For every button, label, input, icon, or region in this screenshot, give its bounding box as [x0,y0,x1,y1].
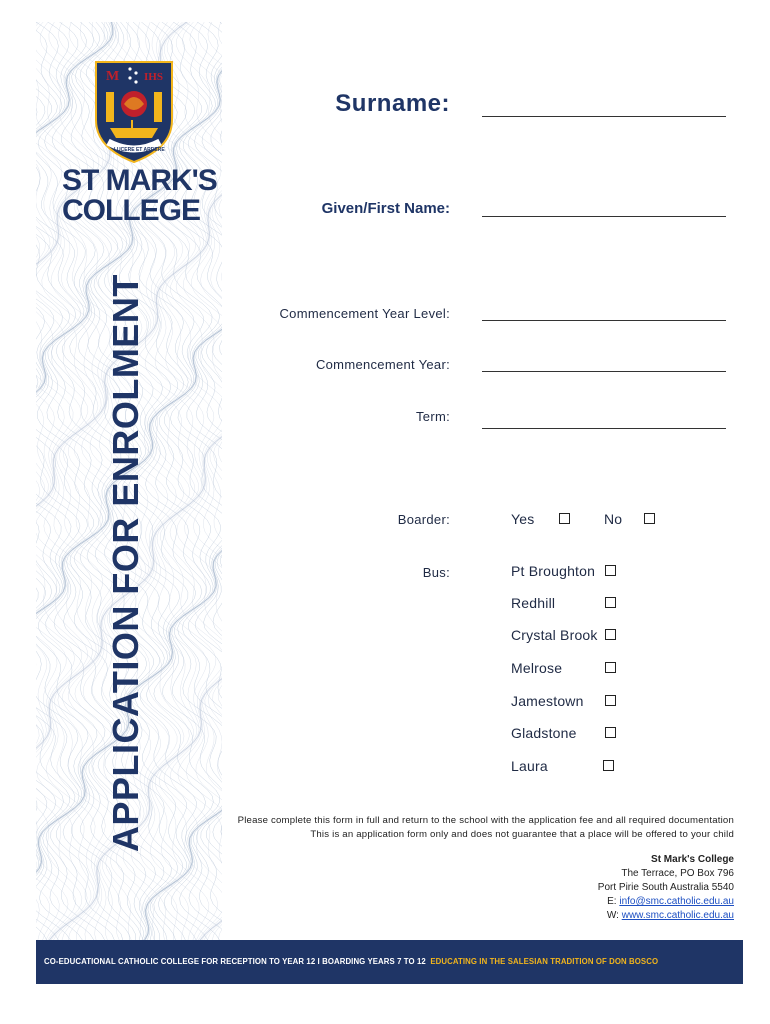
footer-tagline: EDUCATING IN THE SALESIAN TRADITION OF DON BOSCO [430,957,659,966]
web-prefix: W: [606,910,622,921]
footer-main-text: CO-EDUCATIONAL CATHOLIC COLLEGE FOR RECEPTION TO YEAR 12 I BOARDING YEARS 7 TO 12 [44,957,426,966]
bus-option-label: Redhill [511,595,556,611]
page-title: APPLICATION FOR ENROLMENT [105,274,146,852]
bus-option-checkbox[interactable] [605,629,616,640]
commencement-year-label: Commencement Year: [315,357,450,372]
college-city: Port Pirie South Australia 5540 [597,882,734,893]
boarder-no-checkbox[interactable] [644,513,655,524]
bus-label: Bus: [422,565,450,580]
bus-option-checkbox[interactable] [605,662,616,673]
boarder-yes-checkbox[interactable] [559,513,570,524]
college-street: The Terrace, PO Box 796 [621,868,734,879]
bus-option-checkbox[interactable] [605,597,616,608]
bus-option-checkbox[interactable] [603,760,614,771]
footer-banner [36,940,743,984]
email-link[interactable]: info@smc.catholic.edu.au [619,896,734,907]
web-link[interactable]: www.smc.catholic.edu.au [621,910,734,921]
bus-option-label: Melrose [511,660,563,676]
surname-field[interactable] [482,116,726,117]
bus-option-label: Crystal Brook [511,627,598,643]
commencement-year-field[interactable] [482,371,726,372]
bus-option-label: Pt Broughton [511,563,596,579]
college-name: St Mark's College [651,854,734,865]
college-web-row [598,909,734,923]
email-prefix: E: [607,896,620,907]
bus-option-checkbox[interactable] [605,695,616,706]
surname-label: Surname: [335,90,450,117]
instructions-line-2: This is an application form only and does not guarantee that a place will be offered to your child [310,828,734,840]
brand-st-marks: ST MARK'S [62,164,217,197]
boarder-label: Boarder: [397,512,450,527]
crest-letter-m: M [106,69,120,84]
bus-option-checkbox[interactable] [605,565,616,576]
commencement-level-field[interactable] [482,320,726,321]
bus-option-checkbox[interactable] [605,727,616,738]
college-email-row [598,895,734,909]
instructions-note [238,814,734,841]
college-crest-icon [92,58,176,168]
college-address [598,853,734,923]
instructions-line-1: Please complete this form in full and return to the school with the application fee and all required documentation [237,815,734,826]
crest-letters-ihs: IHS [144,71,163,83]
term-field[interactable] [482,428,726,429]
term-label: Term: [416,409,450,424]
boarder-no-label: No [604,511,623,527]
commencement-level-label: Commencement Year Level: [279,306,450,321]
crest-motto: LUCERE ET ARDERE [114,147,165,153]
bus-option-label: Gladstone [511,725,577,741]
bus-option-label: Jamestown [511,693,584,709]
given-name-label: Given/First Name: [321,200,450,217]
boarder-yes-label: Yes [511,511,535,527]
bus-option-label: Laura [511,758,548,774]
brand-college: COLLEGE [62,194,201,227]
given-name-field[interactable] [482,216,726,217]
